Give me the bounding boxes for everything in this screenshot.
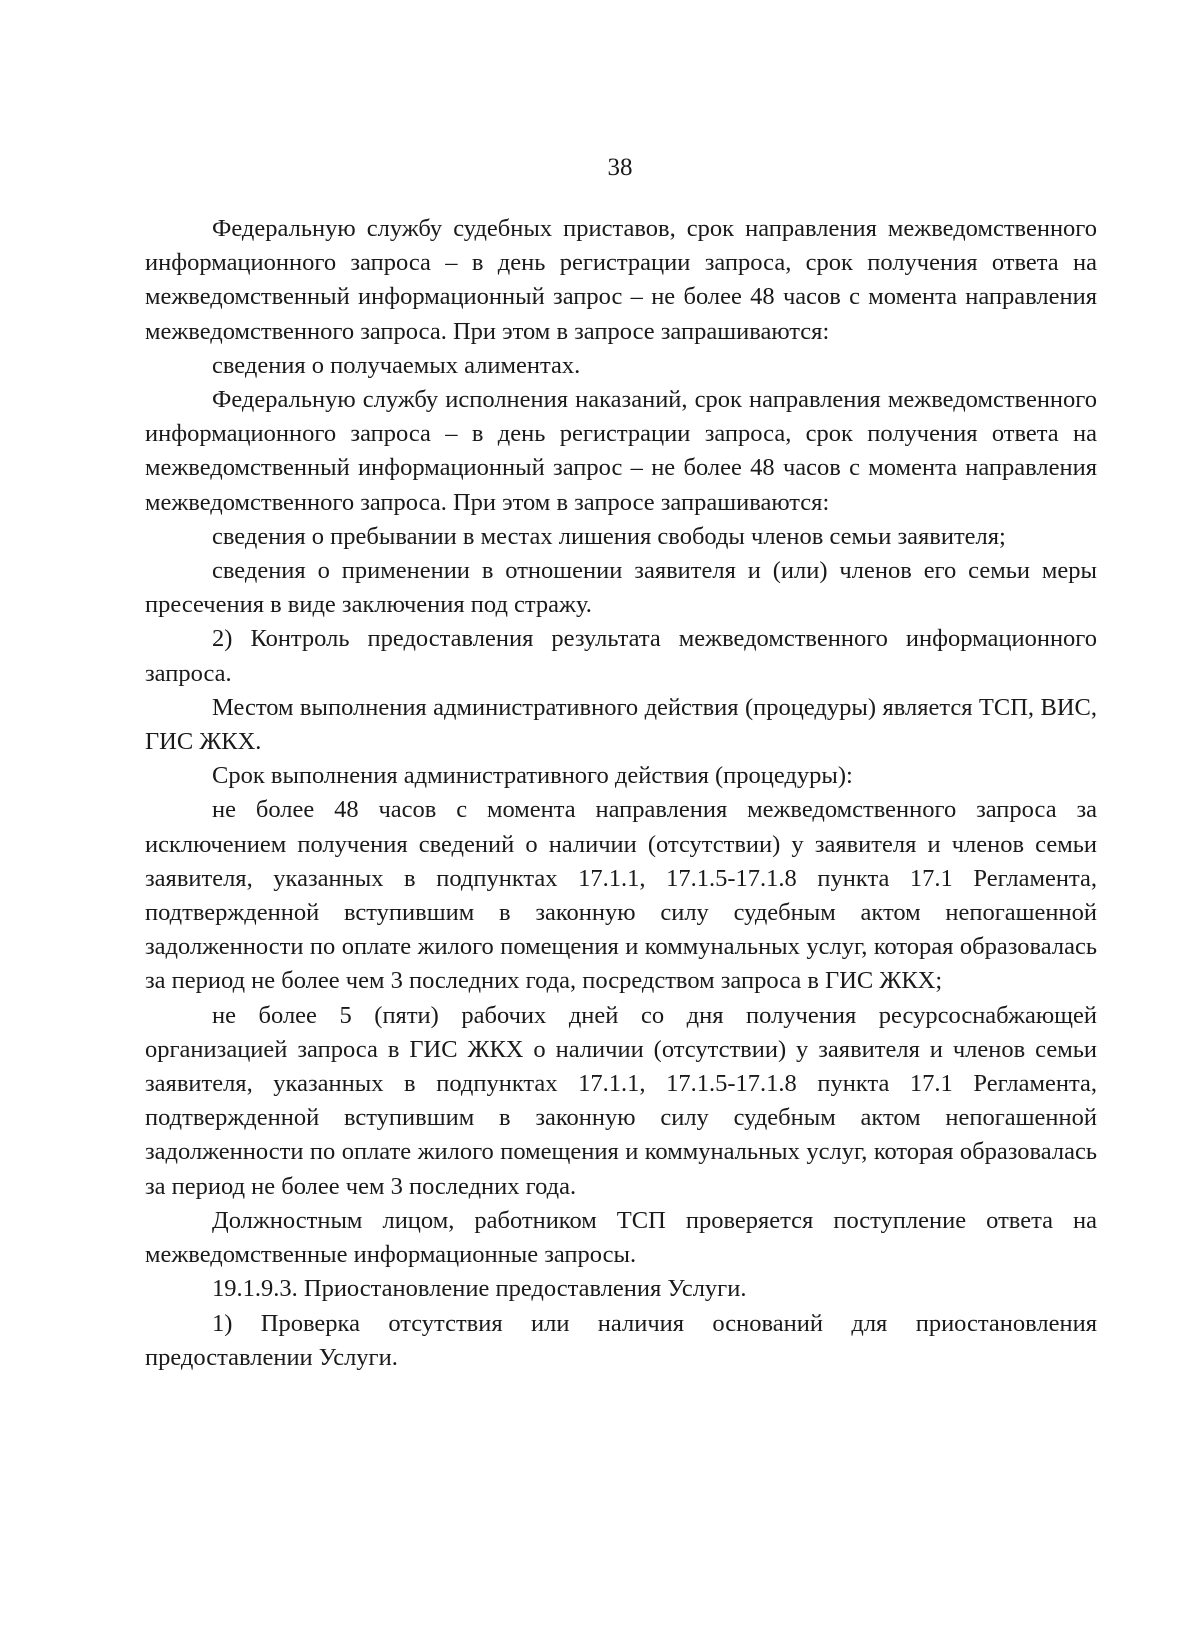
paragraph-control-result: 2) Контроль предоставления результата межведомственного информационного запроса. [145, 625, 1097, 687]
document-body [145, 212, 1097, 1375]
paragraph-fssp: Федеральную службу судебных приставов, срок направления межведомственного информационного запроса – в день регистрации запроса, срок получения ответа на межведомственный информационный запрос – не более 48 часов с момента направления межведомственного запроса. При этом в запросе запрашиваются: [145, 215, 1097, 345]
paragraph-term-48-hours: не более 48 часов с момента направления межведомственного запроса за исключением получения сведений о наличии (отсутствии) у заявителя и членов семьи заявителя, указанных в подпунктах 17.1.1, 17.1.5-17.1.8 пункта 17.1 Регламента, подтвержденной вступившим в законную силу судебным актом непогашенной задолженности по оплате жилого помещения и коммунальных услуг, которая образовалась за период не более чем 3 последних года, посредством запроса в ГИС ЖКХ; [145, 796, 1097, 995]
paragraph-execution-term: Срок выполнения административного действия (процедуры): [212, 762, 853, 790]
paragraph-section-19-1-9-3: 19.1.9.3. Приостановление предоставления Услуги. [212, 1275, 747, 1303]
paragraph-fsin: Федеральную службу исполнения наказаний, срок направления межведомственного информационного запроса – в день регистрации запроса, срок получения ответа на межведомственный информационный запрос – не более 48 часов с момента направления межведомственного запроса. При этом в запросе запрашиваются: [145, 386, 1097, 516]
paragraph-official-check: Должностным лицом, работником ТСП проверяется поступление ответа на межведомственные информационные запросы. [145, 1206, 1097, 1269]
paragraph-detention-places: сведения о пребывании в местах лишения свободы членов семьи заявителя; [212, 522, 1006, 550]
paragraph-custody-measure: сведения о применении в отношении заявителя и (или) членов его семьи меры пресечения в виде заключения под стражу. [145, 557, 1097, 619]
paragraph-term-5-days: не более 5 (пяти) рабочих дней со дня получения ресурсоснабжающей организацией запроса в ГИС ЖКХ о наличии (отсутствии) у заявителя и членов семьи заявителя, указанных в подпунктах 17.1.1, 17.1.5-17.1.8 пункта 17.1 Регламента, подтвержденной вступившим в законную силу судебным актом непогашенной задолженности по оплате жилого помещения и коммунальных услуг, которая образовалась за период не более чем 3 последних года. [145, 1001, 1097, 1200]
paragraph-place-of-execution: Местом выполнения административного действия (процедуры) является ТСП, ВИС, ГИС ЖКХ. [145, 693, 1097, 756]
page-number: 38 [607, 154, 633, 181]
paragraph-alimony: сведения о получаемых алиментах. [212, 351, 581, 379]
paragraph-suspension-check: 1) Проверка отсутствия или наличия оснований для приостановления предоставлении Услуги. [145, 1309, 1097, 1371]
